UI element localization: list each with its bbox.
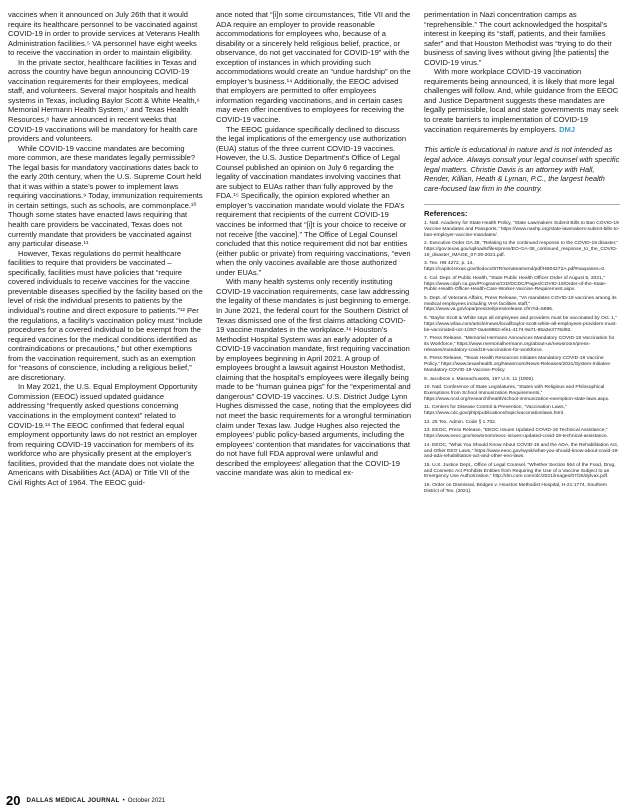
reference-text: U.S. Justice Dept., Office of Legal Counsel, “Whether Section 564 of the Food, Drug, and Cosmetic Act Prohibits Entities from Requiring the Use of a Vaccine Subject to an Emergency Use Authorization,” http://dm.com.com/olc/2021/images/07/26/dylvax.pdf.	[424, 462, 616, 480]
reference-number: 12.	[424, 419, 431, 425]
reference-text: “Baylor Scott & White says all employees and providers must be vaccinated by Oct. 1,” https://www.wfaa.com/article/news/local/baylor-scott-white-all-employees-providers-must-be-vaccinated-oct-1/287-0a4e8862-efe1-4174-9a71-85a3e3776d92.	[424, 316, 618, 333]
reference-number: 9.	[424, 376, 429, 382]
reference-text: Natl. Academy for State Health Policy, “State Lawmakers Submit Bills to Ban COVID-19 Vaccine Mandates and Passports,” https://www.nashp.org/state-lawmakers-submit-bills-to-ban-employer-vaccine-mandates/.	[424, 221, 620, 238]
column-1	[8, 10, 203, 487]
reference-text: Executive Order GA 38, “Relating to the continued response to the COVID-19 disaster,” https://gov.texas.gov/uploads/files/press/EO-GA-38_continued_response_to_the_COVID-19_disaster_IMAGE_07-29-2021.pdf.	[424, 241, 619, 258]
reference-number: 11.	[424, 405, 431, 411]
reference-text: Jacobson v. Massachusetts, 197 U.S. 11 (1905).	[429, 376, 535, 382]
reference-number: 10.	[424, 385, 431, 391]
reference-text: EEOC, “What You Should Know About COVID-19 and the ADA, the Rehabilitation Act, and Other EEO Laws,” https://www.eeoc.gov/wysk/what-you-should-know-about-covid-19-and-ada-rehabilitation-act-and-other-eeo-laws.	[424, 442, 619, 460]
reference-number: 14.	[424, 442, 431, 448]
journal-name: DALLAS MEDICAL JOURNAL	[26, 797, 120, 804]
paragraph: While COVID-19 vaccine mandates are becoming more common, are these mandates legally permissible? The legal basis for mandatory vaccinations dates back to the early 20th century, when the U.S. Supreme Court held that it was within a state’s power to implement laws requiring vaccinations.⁹ Today, immunization requirements in certain settings, such as schools, are commonplace.¹⁰ Though some states have enacted laws requiring that health care providers be vaccinated, Texas does not currently mandate that providers be vaccinated against any particular disease.¹¹	[8, 143, 203, 249]
paragraph: However, Texas regulations do permit healthcare facilities to require that providers be vaccinated – specifically, facilities must have policies that “require covered individuals to receive vaccines for the vaccine preventable diseases specified by the facility based on the level of risk the individual presents to patients by the individual’s routine and direct exposure to patients.”¹² Per the regulations, a facility’s vaccination policy must “include procedures for a covered individual to be exempt from the required vaccines for the medical conditions identified as contraindications or precautions,” but other exemptions from the vaccination requirement, such as an exemption for “reasons of conscience, including a religious belief,” are discretionary.	[8, 248, 203, 382]
disclaimer: This article is educational in nature and is not intended as legal advice. Always consult your legal counsel with specific legal matters. Christie Davis is an attorney with Hall, Render, Killian, Heath & Lyman, P.C., the largest health care-focused law firm in the country.	[424, 145, 620, 193]
reference-text: Cal. Dept. of Public Health, “State Public Health Officer Order of August 5, 2021,” https://www.cdph.ca.gov/Programs/CID/DCDC/Pages/COVID-19/Order-of-the-State-Public-Health-Officer-Health-Care-Worker-Vaccine-Requirement.aspx.	[424, 275, 607, 293]
paragraph: ance noted that “[i]n some circumstances, Title VII and the ADA require an employer to provide reasonable accommodations for employees who, because of a disability or a sincerely held religious belief, practice, or observance, do not get vaccinated for COVID-19” with the exception of instances in which providing such accommodations would create an “undue hardship” on the employer’s business.¹⁴ Additionally, the EEOC advised that employers are permitted to offer employees information regarding vaccinations, and in certain cases may even offer incentives to employees for receiving the COVID-19 vaccine.	[216, 10, 411, 125]
reference-number: 2.	[424, 241, 429, 247]
reference-number: 1.	[424, 221, 429, 227]
page-footer	[6, 793, 165, 808]
reference-item	[424, 443, 620, 460]
reference-number: 4.	[424, 275, 429, 281]
reference-item	[424, 405, 620, 417]
issue-date: October 2021	[127, 797, 166, 804]
reference-text: Order on Dismissal, Bridges v. Houston Methodist Hospital, H-21:1774, Southern District of Tex. (2021).	[424, 483, 608, 494]
end-mark: DMJ	[559, 124, 576, 134]
paragraph: In the private sector, healthcare facilities in Texas and across the country have begun announcing COVID-19 vaccination requirements for their employees, medical staff, and volunteers. Several major hospitals and health systems in Texas, including Baylor Scott & White Health,⁶ Memorial Hermann Health System,⁷ and Texas Health Resources,⁸ have announced in recent weeks that COVID-19 vaccinations will be mandatory for health care providers and volunteers.	[8, 57, 200, 144]
reference-item	[424, 336, 620, 353]
reference-item	[424, 261, 620, 273]
reference-item	[424, 377, 620, 383]
reference-item	[424, 463, 620, 480]
reference-item	[424, 221, 620, 238]
references-list	[424, 221, 620, 494]
column-2	[216, 10, 412, 478]
reference-number: 16.	[424, 483, 431, 489]
paragraph-text: With more workplace COVID-19 vaccination requirements being announced, it is likely that more legal challenges will follow. And, while guidance from the EEOC and Justice Department suggests these mandates are legally permissible, local and state governments may seek to create barriers to implementation of COVID-19 vaccination requirements by employers.	[424, 67, 619, 134]
reference-text: Dept. of Veterans Affairs, Press Release, “VA mandates COVID-19 vaccines among its medical employees including VHA facilities staff,” https://www.va.gov/opa/pressrel/pressrelease.cfm?id=5696.	[424, 295, 617, 313]
paragraph: In May 2021, the U.S. Equal Employment Opportunity Commission (EEOC) issued updated guidance addressing “frequently asked questions concerning vaccinations in the employment context” related to COVID-19.¹³ The EEOC confirmed that federal equal employment opportunity laws do not restrict an employer from requiring COVID-19 vaccination for members of its workforce who are physically present at the employer’s facilities, provided that the mandate does not violate the Americans with Disabilities Act (ADA) or Title VII of the Civil Rights Act of 1964. The EEOC guid-	[8, 382, 198, 487]
reference-item	[424, 420, 620, 426]
reference-item	[424, 385, 620, 402]
paragraph: The EEOC guidance specifically declined to discuss the legal implications of the emergency use authorization (EUA) status of the three current COVID-19 vaccines. However, the U.S. Justice Department’s Office of Legal Counsel published an opinion on July 6 regarding the legality of vaccination mandates involving vaccines that are subject to EUAs rather than fully approved by the FDA.¹⁵ Specifically, the opinion explored whether an employer’s vaccination mandate would violate the FDA’s requirement that recipients of the current COVID-19 vaccines be informed that “[i]t is your choice to receive or not receive [the vaccine].” The Office of Legal Counsel concluded that this notice requirement did not bar entities (either public or private) from requiring vaccinations, “even when the only vaccines available are those authorized under EUAs.”	[216, 124, 411, 277]
reference-number: 5.	[424, 295, 429, 301]
reference-number: 8.	[424, 356, 429, 362]
reference-item	[424, 428, 620, 440]
reference-text: EEOC, Press Release, “EEOC Issues Updated COVID-19 Technical Assistance,” https://www.eeoc.gov/newsroom/eeoc-issues-updated-covid-19-technical-assistance.	[424, 428, 609, 440]
reference-text: Tex. HB 4272, p. 14, https://capitol.texas.gov/tlodocs/87R/senateamend/pdf/HB04272A.pdf#navpanes=0.	[424, 261, 606, 273]
footer-separator: •	[122, 797, 125, 804]
reference-text: Centers for Disease Control & Prevention, “Vaccination Laws,” https://www.cdc.gov/phlp/publications/topic/vaccinationlaws.html.	[424, 405, 567, 417]
paragraph: With many health systems only recently instituting COVID-19 vaccination requirements, case law addressing the legality of these mandates is just beginning to emerge. In June 2021, the federal court for the Southern District of Texas dismissed one of the first claims attacking COVID-19 vaccine mandates in the workplace.¹⁶ Houston’s Methodist Hospital System was an early adopter of a COVID-19 vaccination mandate, first requiring vaccination by employees beginning in April 2021. A group of employees brought a lawsuit against Houston Methodist, claiming that the hospital’s employees were illegally being made to be “human guinea pigs” for the “experimental and dangerous” COVID-19 vaccines. U.S. District Judge Lynn Hughes dismissed the case, noting that the employees did not meet the basic requirements for a wrongful termination claim under Texas law. Judge Hughes also rejected the employees’ public policy-based arguments, including the employees’ contention that mandates for vaccinations that do not have full FDA approval were unlawful and described the employees’ allegation that the COVID-19 vaccine mandate was akin to medical ex-	[216, 277, 412, 478]
reference-number: 15.	[424, 462, 431, 468]
reference-text: Natl. Conference of State Legislatures, “States with Religious and Philosophical Exemptions from School Immunization Requirements,” https://www.ncsl.org/research/health/school-immunization-exemption-state-laws.aspx.	[424, 385, 610, 402]
paragraph: perimentation in Nazi concentration camps as “reprehensible.” The court acknowledged the hospital’s interest in keeping its “staff, patients, and their families safer” and that Houston Methodist was “trying to do their business of saving lives without giving [the patients] the COVID-19 virus.”	[424, 10, 612, 67]
reference-item	[424, 241, 620, 258]
page-number: 20	[6, 793, 21, 808]
reference-item	[424, 296, 620, 313]
reference-item	[424, 483, 620, 495]
reference-text: Press Release, “Memorial Hermann Announces Mandatory COVID-19 Vaccination for its Workforce,” https://www.memorialhermann.org/about-us/newsroom/press-releases/mandatory-covid19-vaccination-for-workforce.	[424, 336, 615, 353]
reference-text: Press Release, “Texas Health Resources Initiates Mandatory COVID-19 Vaccine Policy,” https://www.texashealth.org/Newsroom/News-Releases/2021/System-Initiates-Mandatory-COVID-19-Vaccine-Policy.	[424, 356, 612, 373]
column-3	[424, 10, 620, 497]
references-heading: References:	[424, 204, 620, 219]
reference-number: 7.	[424, 336, 429, 342]
paragraph-with-end-mark	[424, 67, 620, 134]
reference-item	[424, 316, 620, 333]
reference-number: 6.	[424, 316, 429, 322]
reference-number: 13.	[424, 428, 431, 434]
reference-item	[424, 276, 620, 293]
reference-number: 3.	[424, 261, 429, 267]
paragraph: vaccines when it announced on July 26th that it would require its healthcare personnel to be vaccinated against COVID-19 in order to provide services at Veterans Health Administration facilities.⁵ VA personnel have eight weeks to receive the vaccination in order to maintain eligibility.	[8, 10, 200, 58]
reference-item	[424, 356, 620, 373]
reference-text: 25 Tex. Admin. Code § 1.702.	[432, 419, 497, 425]
